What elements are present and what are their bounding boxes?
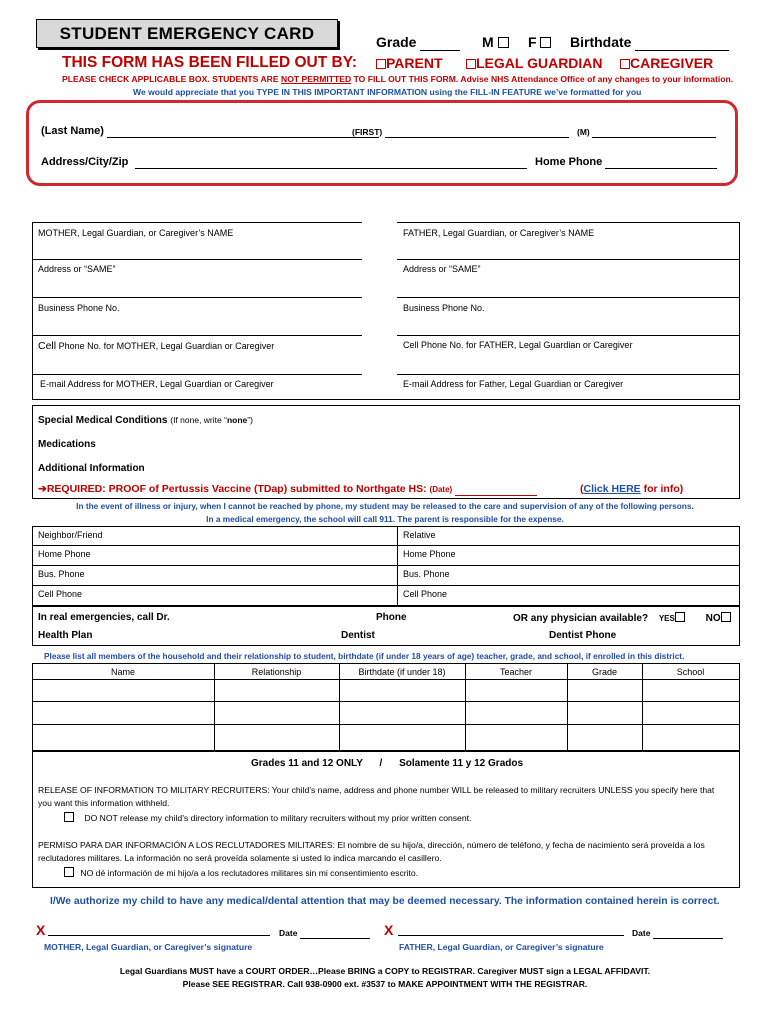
medications-field[interactable]: Medications	[38, 439, 96, 450]
col-grade: Grade	[591, 667, 617, 677]
relative-bus-phone-field[interactable]: Bus. Phone	[403, 569, 450, 579]
mother-cell-phone-field[interactable]	[38, 340, 274, 352]
parents-grid	[32, 222, 740, 400]
mother-business-phone-field[interactable]: Business Phone No.	[38, 303, 120, 313]
last-name-field[interactable]	[41, 125, 379, 138]
mother-cell-prefix: Cell	[38, 340, 57, 352]
birthdate-label: Birthdate	[570, 34, 632, 50]
hint-b: ”)	[247, 415, 253, 425]
mother-date-input-line[interactable]	[300, 928, 370, 939]
birthdate-field[interactable]	[570, 34, 729, 51]
neighbor-home-phone-field[interactable]: Home Phone	[38, 549, 91, 559]
card-title-box	[36, 19, 338, 48]
grade-input-line[interactable]	[420, 34, 460, 51]
neighbor-cell-phone-field[interactable]: Cell Phone	[38, 589, 83, 599]
relative-cell-phone-field[interactable]: Cell Phone	[403, 589, 448, 599]
parent-option[interactable]	[376, 55, 443, 71]
dentist-phone-field[interactable]: Dentist Phone	[549, 630, 617, 641]
doctor-phone-field[interactable]: Phone	[376, 612, 407, 623]
emergency-note-2: In a medical emergency, the school will call 911. The parent is responsible for the expense.	[206, 514, 564, 524]
mother-signature-line[interactable]	[48, 935, 270, 936]
first-name-label: (FIRST)	[352, 127, 383, 137]
male-checkbox[interactable]	[498, 37, 509, 48]
mother-date-label: Date	[279, 928, 298, 938]
relative-home-phone-field[interactable]: Home Phone	[403, 549, 456, 559]
father-x-mark: X	[384, 922, 394, 938]
emergency-note-1: In the event of illness or injury, when I cannot be reached by phone, my student may be released to the care and supervision of any of the following persons.	[76, 501, 694, 511]
address-field[interactable]	[41, 156, 527, 169]
birthdate-input-line[interactable]	[635, 34, 729, 51]
father-email-field[interactable]: E-mail Address for Father, Legal Guardian or Caregiver	[403, 379, 624, 389]
hint-none: none	[226, 415, 248, 425]
fill-in-note: We would appreciate that you TYPE IN THIS IMPORTANT INFORMATION using the FILL-IN FEATURE we’ve formatted for you	[133, 87, 642, 97]
neighbor-bus-phone-field[interactable]: Bus. Phone	[38, 569, 85, 579]
yes-label: YES	[658, 614, 675, 623]
pertussis-requirement	[38, 483, 537, 496]
heading-separator: /	[379, 758, 383, 769]
legal-guardian-option[interactable]	[466, 55, 603, 71]
father-signature-label: FATHER, Legal Guardian, or Caregiver’s signature	[399, 942, 604, 952]
grade-field[interactable]	[376, 34, 460, 51]
male-option[interactable]	[482, 34, 509, 50]
mother-x-mark: X	[36, 922, 46, 938]
col-school: School	[676, 667, 705, 677]
special-conditions-hint	[170, 415, 253, 425]
last-name-input-line[interactable]	[107, 125, 379, 138]
special-conditions-field[interactable]	[38, 415, 253, 426]
student-home-phone-input-line[interactable]	[605, 156, 717, 169]
info-link-group	[580, 483, 683, 495]
optout-en-checkbox[interactable]	[64, 812, 74, 822]
any-physician-question	[513, 612, 731, 624]
parent-label: PARENT	[386, 55, 443, 71]
optout-es-checkbox[interactable]	[64, 867, 74, 877]
neighbor-friend-field[interactable]: Neighbor/Friend	[38, 530, 103, 540]
doctor-field[interactable]: In real emergencies, call Dr.	[38, 612, 170, 623]
first-name-input-line[interactable]	[385, 127, 569, 138]
address-label: Address/City/Zip	[41, 156, 129, 168]
middle-initial-input-line[interactable]	[592, 127, 716, 138]
yes-checkbox[interactable]	[675, 612, 685, 622]
click-here-link[interactable]: Click HERE	[583, 483, 641, 495]
notice-part2: TO FILL OUT THIS FORM. Advise NHS Attendance Office of any changes to your information.	[351, 74, 734, 84]
legal-guardian-label: LEGAL GUARDIAN	[476, 55, 603, 71]
no-checkbox[interactable]	[721, 612, 731, 622]
mother-address-field[interactable]: Address or “SAME”	[38, 264, 116, 274]
notice-text	[62, 74, 733, 84]
father-business-phone-field[interactable]: Business Phone No.	[403, 303, 485, 313]
middle-initial-label: (M)	[577, 127, 590, 137]
table-row[interactable]	[33, 702, 739, 724]
optout-en-option[interactable]	[64, 812, 471, 823]
female-label: F	[528, 34, 537, 50]
notice-part1: PLEASE CHECK APPLICABLE BOX. STUDENTS ARE	[62, 74, 282, 84]
address-input-line[interactable]	[135, 156, 527, 169]
heading-es: Solamente 11 y 12 Grados	[399, 758, 524, 769]
parent-checkbox[interactable]	[376, 59, 386, 69]
required-text: REQUIRED: PROOF of Pertussis Vaccine (TDap) submitted to Northgate HS:	[46, 483, 430, 495]
table-row[interactable]	[33, 680, 739, 701]
optout-es-option[interactable]	[64, 867, 418, 878]
card-title: STUDENT EMERGENCY CARD	[59, 24, 315, 43]
father-cell-phone-field[interactable]: Cell Phone No. for FATHER, Legal Guardian or Caregiver	[403, 340, 633, 350]
special-conditions-label: Special Medical Conditions	[38, 415, 168, 426]
legal-guardian-checkbox[interactable]	[466, 59, 476, 69]
release-es-text: PERMISO PARA DAR INFORMACIÓN A LOS RECLUTADORES MILITARES: El nombre de su hijo/a, dirección, número de teléfono, y fecha de nacimiento será proveída a los reclutadores militares. La información no será proveída solamente si usted lo indica marcando el casillero.	[38, 840, 705, 863]
date-label: (Date)	[429, 485, 453, 494]
filled-by-title: THIS FORM HAS BEEN FILLED OUT BY:	[62, 54, 358, 71]
mother-name-field[interactable]: MOTHER, Legal Guardian, or Caregiver’s NAME	[38, 228, 234, 238]
paren-open: (	[580, 483, 584, 495]
any-physician-label: OR any physician available?	[513, 613, 649, 624]
optout-es-label: NO dé información de mi hijo/a a los reclutadores militares sin mi consentimiento escrito.	[80, 868, 419, 878]
col-name: Name	[110, 667, 135, 677]
tdap-date-input-line[interactable]	[455, 483, 537, 496]
arrow-right-icon: ➔	[38, 483, 47, 495]
first-name-field[interactable]	[352, 127, 569, 138]
father-date-field[interactable]	[632, 928, 723, 939]
table-row[interactable]	[33, 725, 739, 750]
heading-en: Grades 11 and 12 ONLY	[251, 758, 363, 769]
dentist-field[interactable]: Dentist	[341, 630, 375, 641]
female-option[interactable]	[528, 34, 551, 50]
footer-line-2: Please SEE REGISTRAR. Call 938-0900 ext. #3537 to MAKE APPOINTMENT WITH THE REGISTRAR.	[182, 979, 588, 989]
mother-cell-label: Phone No. for MOTHER, Legal Guardian or Caregiver	[56, 341, 275, 351]
no-label: NO	[705, 613, 721, 624]
emergency-contacts-grid	[32, 526, 740, 606]
col-birthdate: Birthdate (if under 18)	[358, 667, 446, 677]
last-name-label: (Last Name)	[41, 125, 104, 137]
father-address-field[interactable]: Address or “SAME”	[403, 264, 481, 274]
footer-line-1: Legal Guardians MUST have a COURT ORDER…Please BRING a COPY to REGISTRAR. Caregiver MUST sign a LEGAL AFFIDAVIT.	[119, 966, 651, 976]
release-en-text: RELEASE OF INFORMATION TO MILITARY RECRUITERS: Your child’s name, address and phone number WILL be released to military recruiters UNLESS you specify here that you want this information withheld.	[38, 785, 715, 808]
notice-not-permitted: NOT PERMITTED	[281, 74, 352, 84]
household-instruction: Please list all members of the household and their relationship to student, birthdate (if under 18 years of age) teacher, grade, and school, if enrolled in this district.	[44, 651, 685, 661]
student-info-box	[26, 100, 738, 186]
student-home-phone-field[interactable]	[535, 156, 717, 169]
father-date-input-line[interactable]	[653, 928, 723, 939]
relative-field[interactable]: Relative	[403, 530, 436, 540]
father-date-label: Date	[632, 928, 651, 938]
mother-signature-label: MOTHER, Legal Guardian, or Caregiver’s signature	[44, 942, 253, 952]
father-signature-line[interactable]	[398, 935, 624, 936]
student-home-phone-label: Home Phone	[535, 156, 603, 168]
authorization-statement: I/We authorize my child to have any medical/dental attention that may be deemed necessary. The information contained herein is correct.	[50, 896, 720, 907]
col-teacher: Teacher	[499, 667, 533, 677]
col-relationship: Relationship	[251, 667, 302, 677]
hint-a: (If none, write “	[170, 415, 227, 425]
father-name-field[interactable]: FATHER, Legal Guardian, or Caregiver’s NAME	[403, 228, 595, 238]
additional-info-field[interactable]: Additional Information	[38, 463, 145, 474]
female-checkbox[interactable]	[540, 37, 551, 48]
military-heading	[251, 758, 523, 769]
caregiver-option[interactable]	[620, 55, 713, 71]
male-label: M	[482, 34, 494, 50]
mother-date-field[interactable]	[279, 928, 370, 939]
grade-label: Grade	[376, 34, 417, 50]
caregiver-label: CAREGIVER	[630, 55, 714, 71]
caregiver-checkbox[interactable]	[620, 59, 630, 69]
mother-email-field[interactable]: E-mail Address for MOTHER, Legal Guardian or Caregiver	[40, 379, 274, 389]
health-plan-field[interactable]: Health Plan	[38, 630, 93, 641]
optout-en-label: DO NOT release my child’s directory information to military recruiters without my prior written consent.	[84, 813, 472, 823]
for-info-text: for info)	[640, 483, 684, 495]
middle-initial-field[interactable]	[577, 127, 716, 138]
